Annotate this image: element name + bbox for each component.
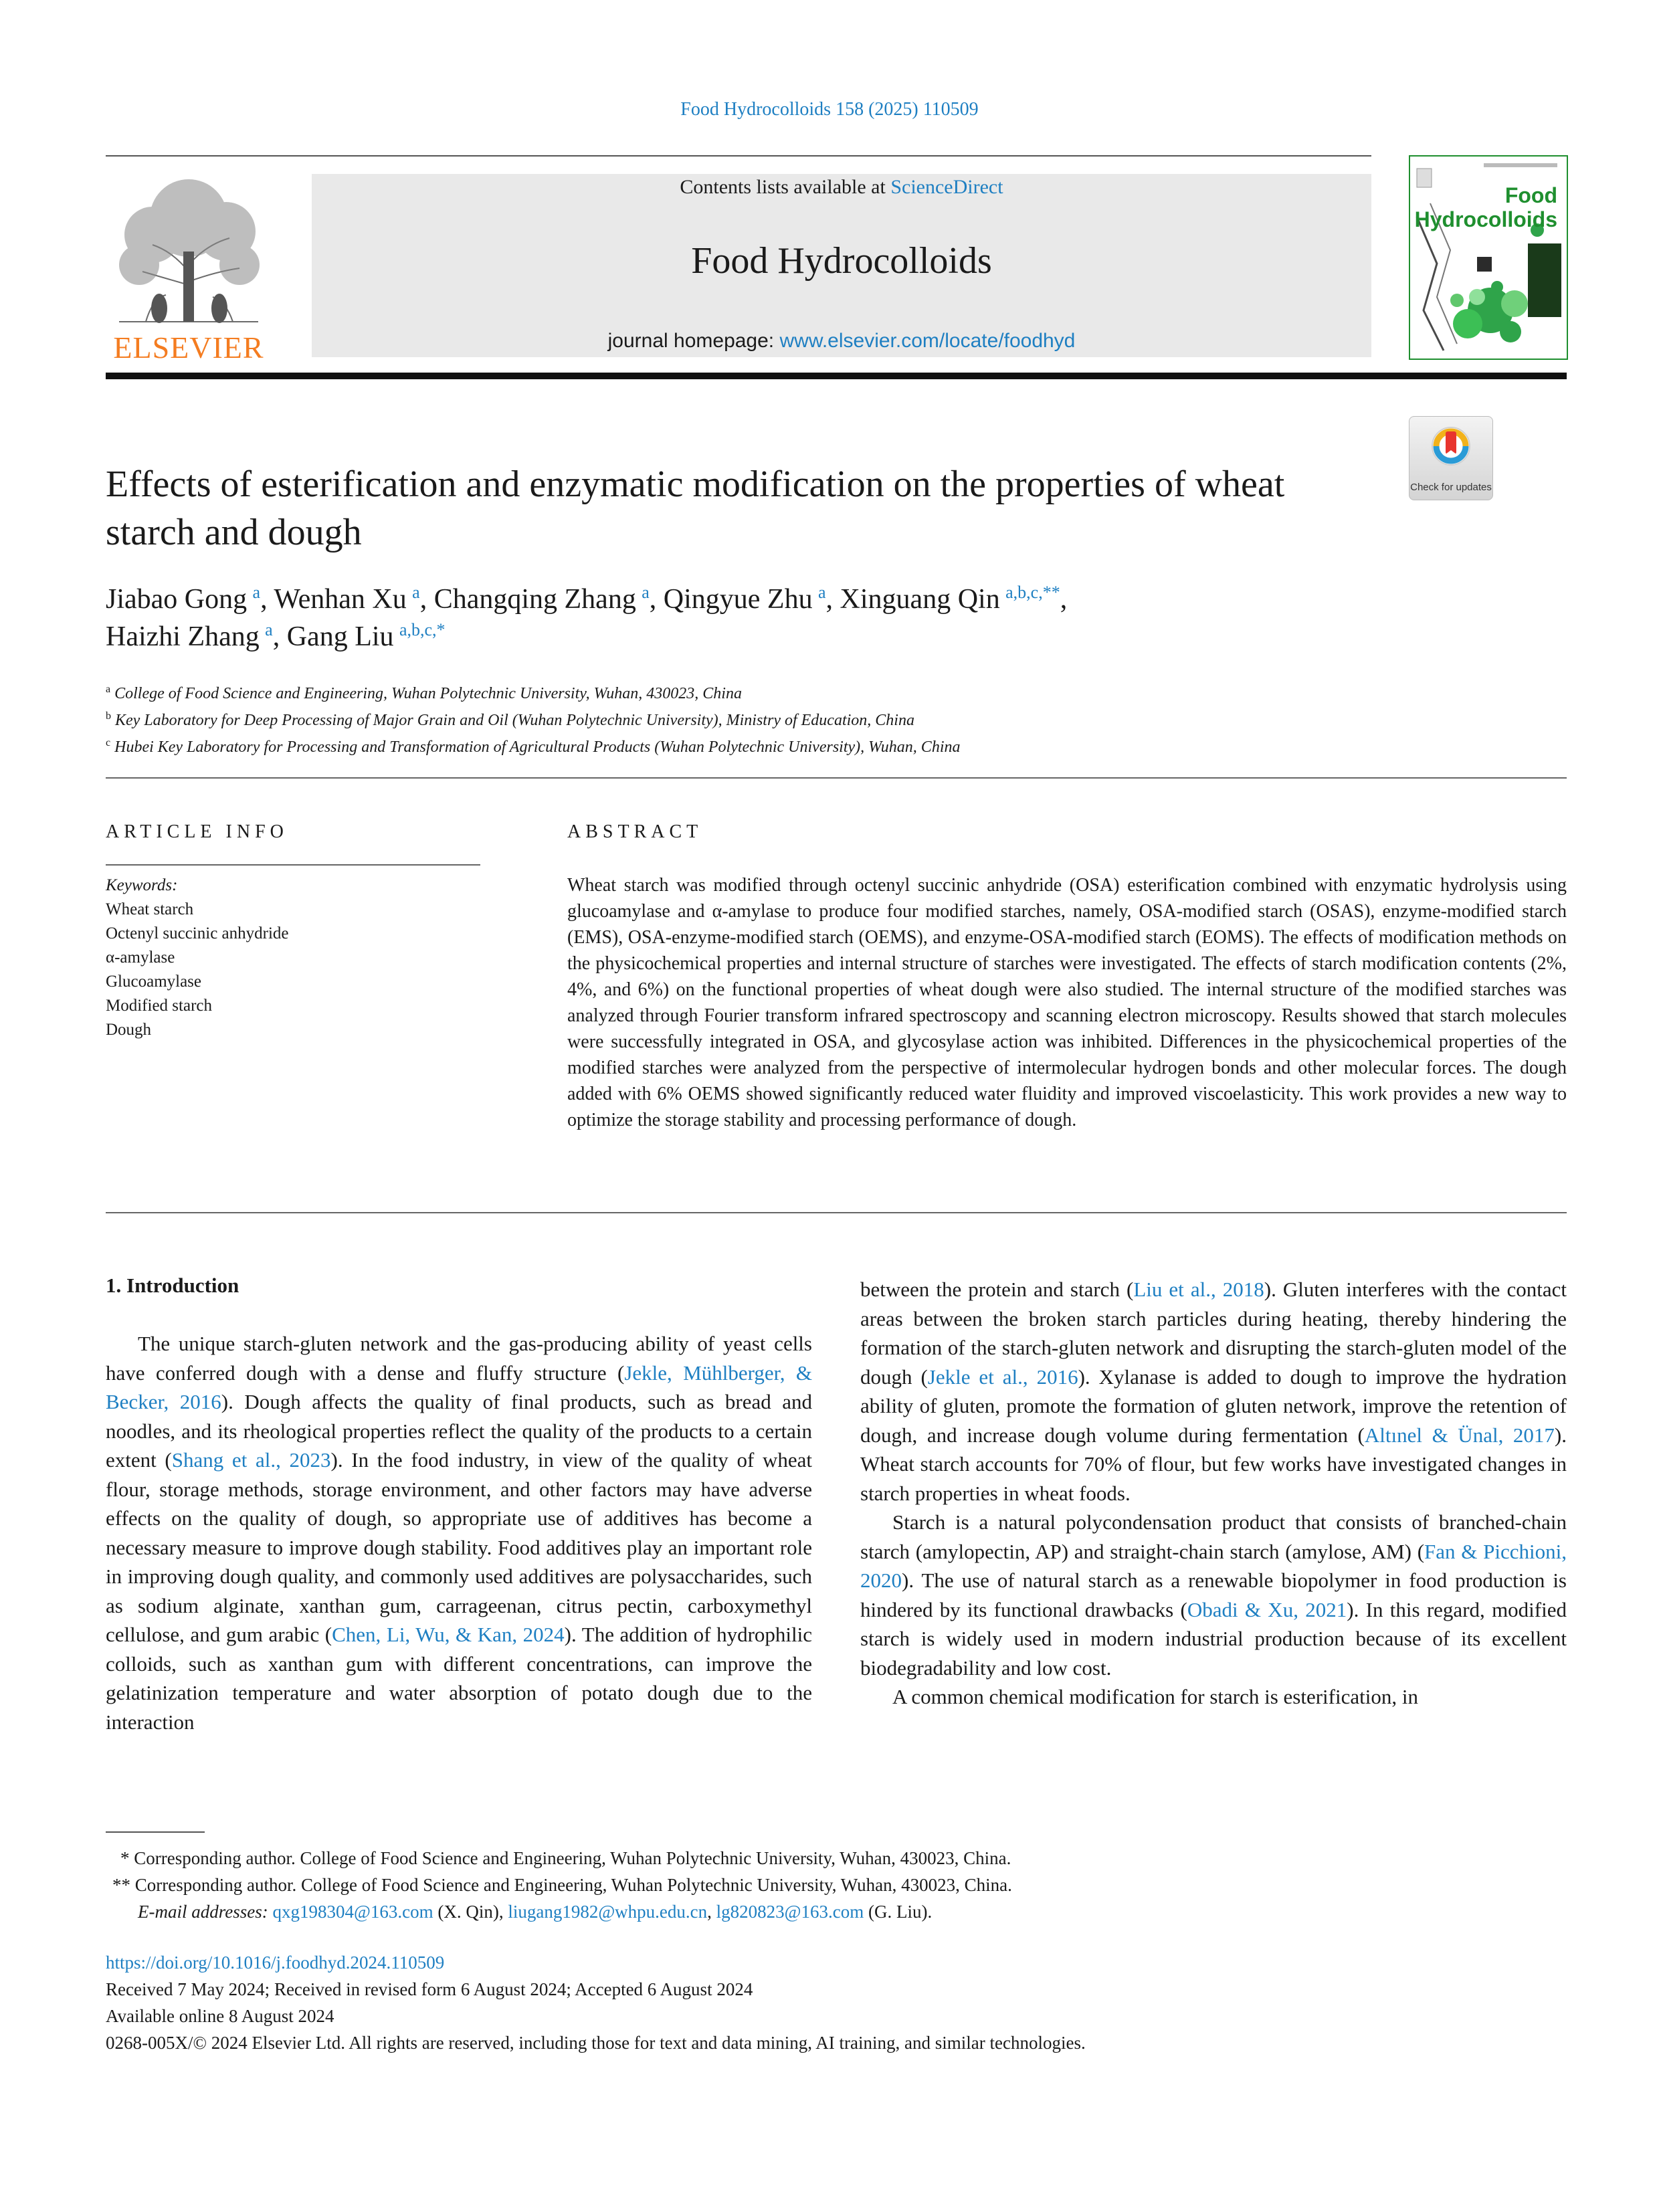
divider xyxy=(106,777,1567,779)
affiliation xyxy=(106,705,1564,732)
cover-title-line2: Hydrocolloids xyxy=(1414,207,1557,231)
footnote-rule xyxy=(106,1831,205,1833)
body-column-left xyxy=(106,1271,812,1736)
affiliation-key: b xyxy=(106,710,111,722)
citation-link[interactable]: Obadi & Xu, 2021 xyxy=(1187,1597,1347,1621)
email-line xyxy=(106,1898,1564,1925)
cover-title xyxy=(1415,183,1557,231)
contents-line xyxy=(312,174,1371,201)
body-column-right xyxy=(860,1275,1567,1712)
citation-link[interactable]: Altınel & Ünal, 2017 xyxy=(1364,1423,1555,1447)
paragraph-text: ). Gluten interferes with the contact areas between the broken starch particles during heating, thereby hindering the formation of the starch-gluten network and disrupting the starch-gluten model of the dough ( xyxy=(860,1278,1567,1389)
author-separator: , xyxy=(649,584,664,615)
paragraph xyxy=(860,1508,1567,1682)
paragraph-text: ). Dough affects the quality of final products, such as bread and noodles, and its rheological properties reflect the quality of the products to a certain extent ( xyxy=(106,1390,812,1472)
author-affiliation-marker[interactable]: a xyxy=(642,583,650,602)
elsevier-tree-icon xyxy=(106,171,272,325)
author-name[interactable]: Xinguang Qin xyxy=(840,584,1006,615)
top-rule xyxy=(106,155,1371,157)
keyword: Wheat starch xyxy=(106,900,194,918)
contents-prefix: Contents lists available at xyxy=(680,176,891,198)
author-affiliation-marker[interactable]: a,b,c,** xyxy=(1005,583,1060,602)
elsevier-logo[interactable] xyxy=(106,171,272,365)
paragraph xyxy=(860,1682,1567,1712)
publication-info xyxy=(106,1949,1564,2056)
homepage-line xyxy=(312,328,1371,355)
email-owner: , xyxy=(707,1902,716,1922)
article-info-rule xyxy=(106,864,480,866)
affiliation xyxy=(106,678,1564,705)
journal-title: Food Hydrocolloids xyxy=(691,240,992,282)
paragraph-text: The unique starch-gluten network and the gas-producing ability of yeast cells have conferred dough with a dense and fluffy structure ( xyxy=(106,1332,812,1385)
keyword: Glucoamylase xyxy=(106,973,202,991)
email-link[interactable]: qxg198304@163.com xyxy=(272,1902,433,1922)
cover-title-line1: Food xyxy=(1504,183,1557,207)
author-name[interactable]: Changqing Zhang xyxy=(433,584,642,615)
homepage-prefix: journal homepage: xyxy=(607,330,780,352)
crossmark-label: Check for updates xyxy=(1410,482,1492,493)
paragraph xyxy=(860,1275,1567,1508)
author-list xyxy=(106,581,1564,656)
keyword: α-amylase xyxy=(106,948,175,967)
affiliation-key: c xyxy=(106,737,111,748)
sciencedirect-link[interactable]: ScienceDirect xyxy=(890,176,1003,198)
paragraph-text: ). Wheat starch accounts for 70% of flour, but few works have investigated changes in starch properties in wheat foods. xyxy=(860,1423,1567,1505)
article-info-heading: ARTICLE INFO xyxy=(106,821,288,842)
paragraph-text: ). Xylanase is added to dough to improve the hydration ability of gluten, promote the formation of gluten network, improve the retention of dough, and increase dough volume during fermentation ( xyxy=(860,1365,1567,1447)
keyword-list xyxy=(106,898,480,1042)
citation-link[interactable]: Shang et al., 2023 xyxy=(171,1448,331,1472)
copyright-line: 0268-005X/© 2024 Elsevier Ltd. All rights are reserved, including those for text and data mining, AI training, and similar technologies. xyxy=(106,2033,1086,2053)
author-separator: , xyxy=(419,584,434,615)
author-affiliation-marker[interactable]: a xyxy=(818,583,826,602)
affiliation-text: Hubei Key Laboratory for Processing and Transformation of Agricultural Products (Wuhan Polytechnic University), Wuhan, China xyxy=(110,738,961,756)
author-affiliation-marker[interactable]: a xyxy=(265,620,273,639)
author-name[interactable]: Qingyue Zhu xyxy=(663,584,818,615)
citation-link[interactable]: Jekle, Mühlberger, & Becker, 2016 xyxy=(106,1361,813,1413)
author-name[interactable]: Haizhi Zhang xyxy=(106,621,266,652)
email-owner: (X. Qin), xyxy=(433,1902,508,1922)
affiliation-list xyxy=(106,678,1564,759)
author-name[interactable]: Jiabao Gong xyxy=(106,584,253,615)
author-affiliation-marker[interactable]: a,b,c,* xyxy=(399,620,446,639)
keyword: Modified starch xyxy=(106,997,212,1015)
journal-banner xyxy=(312,174,1371,357)
divider xyxy=(106,1212,1567,1213)
author-affiliation-marker[interactable]: a xyxy=(252,583,261,602)
keyword: Dough xyxy=(106,1021,152,1039)
email-label: E-mail addresses: xyxy=(138,1902,268,1922)
journal-reference[interactable]: Food Hydrocolloids 158 (2025) 110509 xyxy=(680,99,979,120)
paragraph-text: ). The addition of hydrophilic colloids, such as xanthan gum with different concentrations, can improve the gelatinization temperature and water absorption of potato dough due to the interaction xyxy=(106,1623,812,1734)
corresponding-author-1: * Corresponding author. College of Food Science and Engineering, Wuhan Polytechnic University, Wuhan, 430023, China. xyxy=(120,1848,1011,1868)
doi-link[interactable]: https://doi.org/10.1016/j.foodhyd.2024.110509 xyxy=(106,1952,445,1973)
author-separator: , xyxy=(825,584,840,615)
received-dates: Received 7 May 2024; Received in revised form 6 August 2024; Accepted 6 August 2024 xyxy=(106,1979,753,1999)
paragraph xyxy=(106,1329,812,1736)
journal-cover[interactable] xyxy=(1409,155,1568,360)
author-name[interactable]: Gang Liu xyxy=(286,621,399,652)
paragraph-text: ). In the food industry, in view of the quality of wheat flour, storage methods, storage environment, and other factors may have adverse effects on the quality of dough, so appropriate use of additives has become a necessary measure to improve dough stability. Food additives play an important role in improving dough quality, and commonly used additives are polysaccharides, such as sodium alginate, xanthan gum, carrageenan, citrus pectin, carboxymethyl cellulose, and gum arabic ( xyxy=(106,1448,812,1646)
author-affiliation-marker[interactable]: a xyxy=(412,583,420,602)
paragraph-text: A common chemical modification for starch is esterification, in xyxy=(892,1685,1418,1708)
email-owner: (G. Liu). xyxy=(864,1902,933,1922)
author-separator: , xyxy=(260,584,274,615)
paragraph-text: between the protein and starch ( xyxy=(860,1278,1134,1301)
affiliation-text: College of Food Science and Engineering, Wuhan Polytechnic University, Wuhan, 430023, China xyxy=(110,685,742,702)
citation-link[interactable]: Fan & Picchioni, 2020 xyxy=(860,1539,1567,1592)
homepage-link[interactable]: www.elsevier.com/locate/foodhyd xyxy=(779,330,1076,352)
footnotes xyxy=(106,1845,1564,1925)
abstract-text: Wheat starch was modified through octenyl succinic anhydride (OSA) esterification combined with enzymatic hydrolysis using glucoamylase and α-amylase to produce four modified starches, namely, OSA-modified starch (OSAS), enzyme-modified starch (EMS), OSA-enzyme-modified starch (OEMS), and enzyme-OSA-modified starch (EOMS). The effects of modification methods on the physicochemical properties and internal structure of starches were investigated. The effects of starch modification contents (2%, 4%, and 6%) on the functional properties of wheat dough were also studied. The internal structure of the modified starches was analyzed through Fourier transform infrared spectroscopy and scanning electron microscopy. Results showed that starch molecules were successfully integrated in OSA, and glycosylase action was inhibited. Differences in the physicochemical properties of the modified starches were analyzed from the perspective of intermolecular hydrogen bonds and other molecular forces. The dough added with 6% OEMS showed significantly reduced water fluidity and improved viscoelasticity. This work provides a new way to optimize the storage stability and processing performance of dough. xyxy=(567,875,1567,1130)
email-list xyxy=(272,1902,932,1922)
author-separator: , xyxy=(272,621,287,652)
elsevier-wordmark: ELSEVIER xyxy=(113,330,264,365)
section-heading: 1. Introduction xyxy=(106,1274,239,1297)
available-date: Available online 8 August 2024 xyxy=(106,2006,334,2026)
author-separator: , xyxy=(1060,584,1068,615)
citation-link[interactable]: Liu et al., 2018 xyxy=(1133,1278,1264,1301)
abstract-heading: ABSTRACT xyxy=(567,821,703,842)
citation-link[interactable]: Jekle et al., 2016 xyxy=(927,1365,1078,1389)
paragraph-text: ). The use of natural starch as a renewable biopolymer in food production is hindered by its functional drawbacks ( xyxy=(860,1569,1567,1621)
header-divider xyxy=(106,373,1567,379)
paragraph-text: Starch is a natural polycondensation product that consists of branched-chain starch (amylopectin, AP) and straight-chain starch (amylose, AM) ( xyxy=(860,1510,1567,1563)
crossmark-button[interactable] xyxy=(1409,416,1493,500)
paragraph-text: ). In this regard, modified starch is widely used in modern industrial production because of its excellent biodegradability and low cost. xyxy=(860,1597,1567,1680)
keywords-label: Keywords: xyxy=(106,876,178,894)
corresponding-author-2: ** Corresponding author. College of Food Science and Engineering, Wuhan Polytechnic University, Wuhan, 430023, China. xyxy=(112,1875,1012,1895)
email-link[interactable]: liugang1982@whpu.edu.cn xyxy=(508,1902,708,1922)
author-name[interactable]: Wenhan Xu xyxy=(274,584,413,615)
email-link[interactable]: lg820823@163.com xyxy=(716,1902,864,1922)
affiliation-text: Key Laboratory for Deep Processing of Major Grain and Oil (Wuhan Polytechnic University), Ministry of Education, China xyxy=(111,712,914,729)
citation-link[interactable]: Chen, Li, Wu, & Kan, 2024 xyxy=(332,1623,565,1646)
keyword: Octenyl succinic anhydride xyxy=(106,924,289,942)
affiliation xyxy=(106,732,1564,759)
affiliation-key: a xyxy=(106,684,111,695)
keywords-block xyxy=(106,874,480,1042)
article-title: Effects of esterification and enzymatic modification on the properties of wheat starch and dough xyxy=(106,464,1285,553)
